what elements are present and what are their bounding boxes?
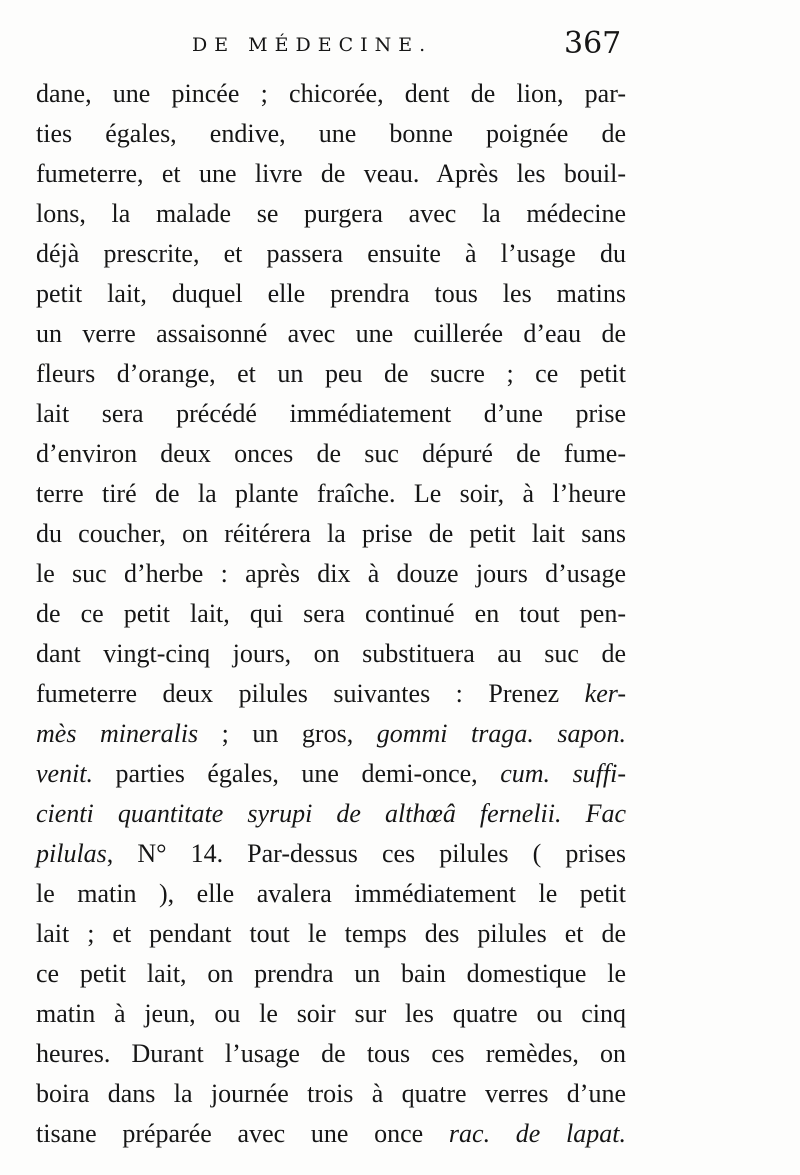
text-line xyxy=(36,754,626,794)
text-segment: , N° 14. Par-dessus ces pilules ( prises xyxy=(106,839,626,868)
text-line xyxy=(36,994,626,1034)
text-segment: petit lait, duquel elle prendra tous les matins xyxy=(36,279,626,308)
text-segment: dane, une pincée ; chicorée, dent de lion, par- xyxy=(36,79,626,108)
text-line xyxy=(36,314,626,354)
text-segment: lons, la malade se purgera avec la médecine xyxy=(36,199,626,228)
text-line xyxy=(36,874,626,914)
text-segment: heures. Durant l’usage de tous ces remèdes, on xyxy=(36,1039,626,1068)
text-line xyxy=(36,1034,626,1074)
page-number: 367 xyxy=(564,26,622,61)
text-segment: fumeterre, et une livre de veau. Après les bouil- xyxy=(36,159,626,188)
text-line xyxy=(36,474,626,514)
text-line xyxy=(36,914,626,954)
italic-segment: cienti quantitate syrupi de althœâ fernelii. Fac xyxy=(36,799,626,828)
body-text xyxy=(36,74,626,1154)
text-line xyxy=(36,634,626,674)
text-segment: boira dans la journée trois à quatre verres d’une xyxy=(36,1079,626,1108)
text-segment: ce petit lait, on prendra un bain domestique le xyxy=(36,959,626,988)
text-line xyxy=(36,234,626,274)
text-line xyxy=(36,114,626,154)
italic-segment: pilulas xyxy=(36,839,107,868)
italic-segment: gommi traga. sapon. xyxy=(376,719,626,748)
text-segment: ; un gros, xyxy=(198,719,377,748)
text-line xyxy=(36,794,626,834)
text-segment: un verre assaisonné avec une cuillerée d’eau de xyxy=(36,319,626,348)
text-segment: fleurs d’orange, et un peu de sucre ; ce petit xyxy=(36,359,626,388)
text-segment: terre tiré de la plante fraîche. Le soir, à l’heure xyxy=(36,479,626,508)
italic-segment: rac. de lapat. xyxy=(448,1119,626,1148)
text-segment: le matin ), elle avalera immédiatement le petit xyxy=(36,879,626,908)
text-segment: lait sera précédé immédiatement d’une prise xyxy=(36,399,626,428)
text-line xyxy=(36,594,626,634)
text-line xyxy=(36,74,626,114)
running-head xyxy=(0,26,800,66)
text-line xyxy=(36,1074,626,1114)
text-line xyxy=(36,954,626,994)
text-segment: ties égales, endive, une bonne poignée de xyxy=(36,119,626,148)
italic-segment: ker- xyxy=(584,679,626,708)
text-segment: déjà prescrite, et passera ensuite à l’usage du xyxy=(36,239,626,268)
text-line xyxy=(36,714,626,754)
text-line xyxy=(36,514,626,554)
text-line xyxy=(36,394,626,434)
text-segment: de ce petit lait, qui sera continué en tout pen- xyxy=(36,599,626,628)
italic-segment: venit. xyxy=(36,759,94,788)
text-segment: dant vingt-cinq jours, on substituera au suc de xyxy=(36,639,626,668)
text-segment: le suc d’herbe : après dix à douze jours d’usage xyxy=(36,559,626,588)
text-segment: d’environ deux onces de suc dépuré de fume- xyxy=(36,439,626,468)
text-line xyxy=(36,834,626,874)
text-line xyxy=(36,434,626,474)
text-segment: matin à jeun, ou le soir sur les quatre ou cinq xyxy=(36,999,626,1028)
text-segment: tisane préparée avec une once xyxy=(36,1119,449,1148)
running-title: DE MÉDECINE. xyxy=(192,34,433,56)
italic-segment: cum. suffi- xyxy=(500,759,627,788)
text-segment: parties égales, une demi-once, xyxy=(93,759,501,788)
text-segment: du coucher, on réitérera la prise de petit lait sans xyxy=(36,519,626,548)
text-line xyxy=(36,274,626,314)
text-segment: fumeterre deux pilules suivantes : Prenez xyxy=(36,679,585,708)
text-line xyxy=(36,154,626,194)
text-line xyxy=(36,194,626,234)
text-line xyxy=(36,354,626,394)
italic-segment: mès mineralis xyxy=(36,719,199,748)
text-line xyxy=(36,674,626,714)
text-line xyxy=(36,554,626,594)
text-segment: lait ; et pendant tout le temps des pilules et de xyxy=(36,919,626,948)
text-line xyxy=(36,1114,626,1154)
